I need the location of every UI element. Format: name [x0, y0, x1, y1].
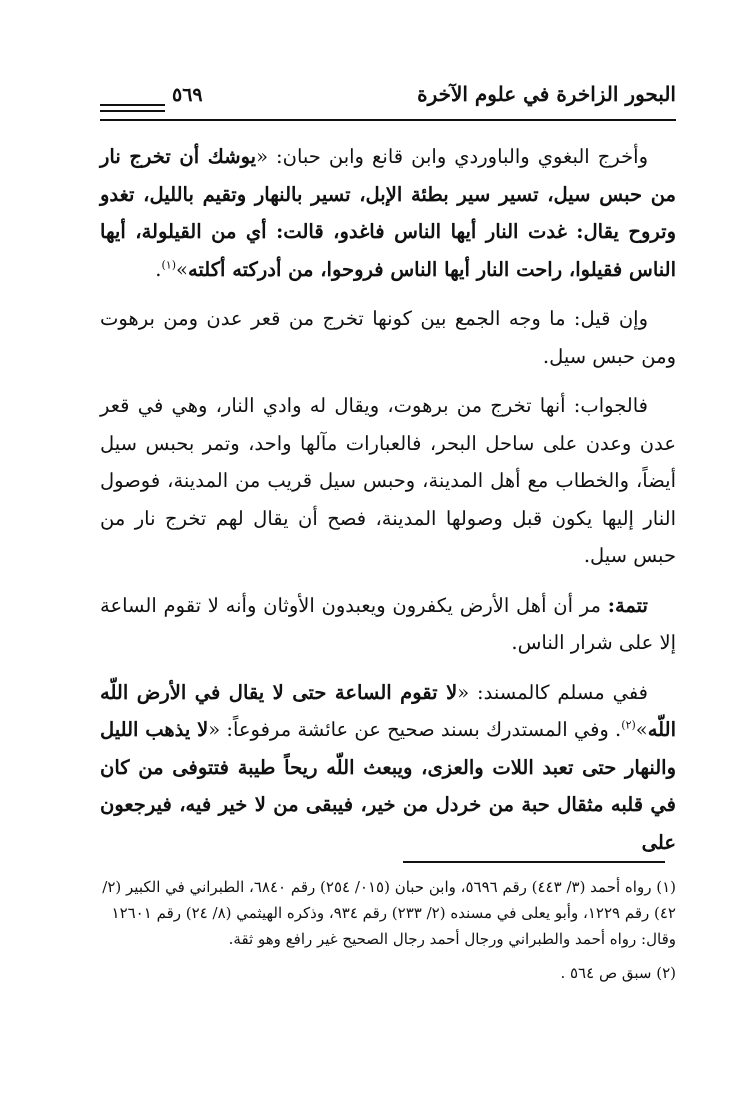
text-run: وأخرج البغوي والباوردي وابن قانع وابن حبان: « [256, 145, 648, 168]
bold-text: يوشك أن تخرج نار من حبس سيل، تسير سير بطئة الإبل، تسير بالنهار وتقيم بالليل، تغدو وتروح يقال: غدت النار أيها الناس فاغدو، قالت: أي من القيلولة، أيها الناس فقيلوا، راحت النار أيها الناس فروحوا، من أدركته أكلته [100, 145, 676, 281]
footnote-separator [403, 861, 665, 863]
footnotes [100, 874, 676, 994]
book-title: البحور الزاخرة في علوم الآخرة [417, 82, 676, 106]
paragraph [100, 674, 676, 862]
text-run: مر أن أهل الأرض يكفرون ويعبدون الأوثان وأنه لا تقوم الساعة إلا على شرار الناس. [100, 593, 676, 654]
footnote-ref: (١) [161, 258, 176, 271]
text-run: . وفي المستدرك بسند صحيح عن عائشة مرفوعاً: « [208, 718, 622, 741]
running-header [100, 82, 676, 116]
text-run: . [155, 257, 162, 281]
bold-text: لا تقوم الساعة حتى لا يقال في الأرض اللّه اللّه [100, 680, 676, 741]
text-run: » [635, 718, 648, 741]
text-run: » [176, 257, 188, 281]
main-text [100, 138, 676, 873]
page-number: ٥٦٩ [172, 84, 203, 106]
text-run: وإن قيل: ما وجه الجمع بين كونها تخرج من قعر عدن ومن برهوت ومن حبس سيل. [100, 307, 676, 368]
footnote: (١) رواه أحمد (٣/ ٤٤٣) رقم ٥٦٩٦، وابن حبان (٠١٥/ ٢٥٤) رقم ٦٨٤٠، الطبراني في الكبير (٢/ ٤٢) رقم ١٢٢٩، وأبو يعلى في مسنده (٢/ ٢٣٣) رقم ٩٣٤، وذكره الهيثمي (٨/ ٢٤) رقم ١٢٦٠١ وقال: رواه أحمد والطبراني ورجال أحمد رجال الصحيح غير رافع وهو ثقة. [102, 878, 676, 948]
text-run: ففي مسلم كالمسند: « [457, 680, 649, 704]
text-run: فالجواب: أنها تخرج من برهوت، ويقال له وادي النار، وهي في قعر عدن وعدن على ساحل البحر، فالعبارات مآلها واحد، وتمر بحبس سيل أيضاً، والخطاب مع أهل المدينة، وحبس سيل قريب من المدينة، فوصول النار إليها يكون قبل وصولها المدينة، فصح أن يقال لهم تخرج نار من حبس سيل. [100, 394, 676, 567]
page-number-rule-upper [100, 104, 165, 106]
bold-text: تتمة: [607, 593, 648, 617]
page-number-rule-lower [100, 110, 165, 112]
paragraph [100, 387, 676, 575]
paragraph [100, 587, 676, 662]
header-rule [100, 119, 676, 121]
footnote-ref: (٢) [621, 718, 636, 732]
bold-text: لا يذهب الليل والنهار حتى تعبد اللات والعزى، ويبعث اللّه ريحاً طيبة فتتوفى من كان في قلبه مثقال حبة من خردل من خير، فيبقى من لا خير فيه، فيرجعون على [100, 718, 676, 854]
footnote: (٢) سبق ص ٥٦٤ . [560, 964, 676, 982]
paragraph [100, 300, 676, 375]
paragraph [100, 138, 676, 288]
